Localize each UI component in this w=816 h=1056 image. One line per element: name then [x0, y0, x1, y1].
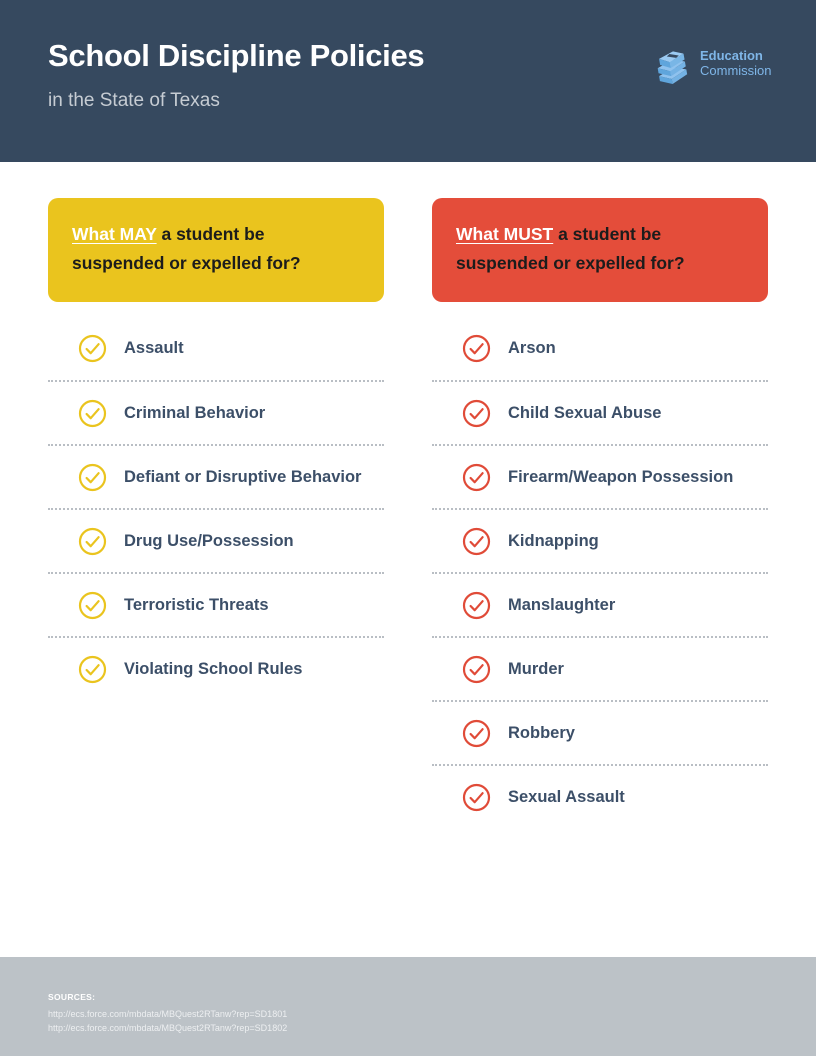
- column-may-heading: [72, 220, 360, 278]
- check-circle-icon: [462, 719, 491, 748]
- list-item[interactable]: [48, 636, 384, 700]
- column-may-heading-highlight: What MAY: [72, 224, 157, 244]
- list-item-label: Terroristic Threats: [124, 596, 269, 614]
- check-circle-icon: [78, 655, 107, 684]
- sources-heading: SOURCES:: [48, 992, 96, 1002]
- column-may-header-card: [48, 198, 384, 302]
- check-circle-icon: [462, 655, 491, 684]
- check-circle-icon: [462, 399, 491, 428]
- column-must-heading-highlight: What MUST: [456, 224, 554, 244]
- list-item-label: Criminal Behavior: [124, 404, 266, 422]
- stacked-books-icon: [648, 46, 694, 92]
- check-circle-icon: [78, 591, 107, 620]
- column-must-heading: [456, 220, 744, 278]
- list-item[interactable]: [48, 572, 384, 636]
- list-item[interactable]: [48, 508, 384, 572]
- column-must: [432, 198, 768, 828]
- brand-logo-line2: Commission: [700, 63, 772, 78]
- list-item-label: Sexual Assault: [508, 788, 625, 806]
- list-item-label: Child Sexual Abuse: [508, 404, 662, 422]
- column-may-list: [48, 316, 384, 700]
- page-header: [0, 0, 816, 162]
- list-item-label: Drug Use/Possession: [124, 532, 294, 550]
- list-item[interactable]: [432, 380, 768, 444]
- list-item-label: Kidnapping: [508, 532, 599, 550]
- check-circle-icon: [78, 527, 107, 556]
- page-footer: [0, 957, 816, 1056]
- page-subtitle: in the State of Texas: [48, 90, 220, 111]
- check-circle-icon: [78, 334, 107, 363]
- list-item[interactable]: [432, 636, 768, 700]
- brand-logo: [648, 44, 778, 96]
- list-item[interactable]: [432, 316, 768, 380]
- list-item[interactable]: [432, 700, 768, 764]
- list-item[interactable]: [48, 380, 384, 444]
- column-must-list: [432, 316, 768, 828]
- list-item[interactable]: [432, 444, 768, 508]
- list-item-label: Manslaughter: [508, 596, 616, 614]
- check-circle-icon: [462, 334, 491, 363]
- brand-logo-line1: Education: [700, 48, 763, 63]
- check-circle-icon: [78, 463, 107, 492]
- check-circle-icon: [78, 399, 107, 428]
- list-item-label: Robbery: [508, 724, 575, 742]
- list-item-label: Firearm/Weapon Possession: [508, 468, 734, 486]
- list-item-label: Assault: [124, 339, 184, 357]
- list-item-label: Violating School Rules: [124, 660, 303, 678]
- list-item-label: Murder: [508, 660, 564, 678]
- list-item[interactable]: [432, 572, 768, 636]
- column-must-heading-rest: a student be suspended or expelled for?: [456, 224, 685, 273]
- page-title: School Discipline Policies: [48, 38, 425, 73]
- brand-logo-text: [700, 48, 780, 78]
- column-may-heading-rest: a student be suspended or expelled for?: [72, 224, 301, 273]
- check-circle-icon: [462, 527, 491, 556]
- list-item[interactable]: [432, 764, 768, 828]
- column-may: [48, 198, 384, 700]
- check-circle-icon: [462, 783, 491, 812]
- list-item[interactable]: [48, 444, 384, 508]
- source-link[interactable]: http://ecs.force.com/mbdata/MBQuest2RTanw?rep=SD1801: [48, 1009, 288, 1019]
- check-circle-icon: [462, 463, 491, 492]
- column-must-header-card: [432, 198, 768, 302]
- list-item[interactable]: [432, 508, 768, 572]
- source-link[interactable]: http://ecs.force.com/mbdata/MBQuest2RTanw?rep=SD1802: [48, 1023, 288, 1033]
- list-item-label: Defiant or Disruptive Behavior: [124, 468, 362, 486]
- list-item[interactable]: [48, 316, 384, 380]
- sources-links: [48, 1007, 287, 1035]
- check-circle-icon: [462, 591, 491, 620]
- list-item-label: Arson: [508, 339, 556, 357]
